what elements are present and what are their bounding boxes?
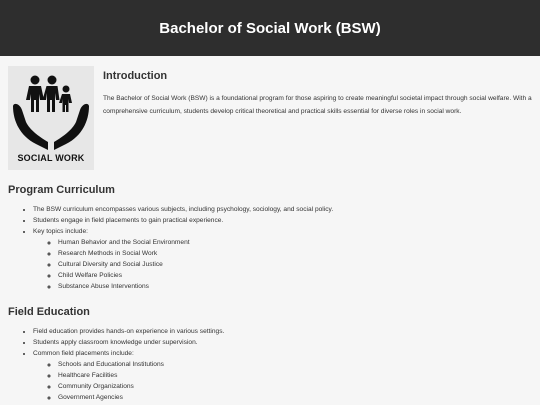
- intro-section: [0, 56, 540, 170]
- topics-list: [33, 237, 532, 292]
- list-item: [33, 226, 532, 292]
- page-header: [0, 0, 540, 56]
- intro-paragraph: The Bachelor of Social Work (BSW) is a foundational program for those aspiring to create meaningful societal impact through social welfare. With a comprehensive curriculum, students develop critical theoretical and practical skills essential for diverse roles in social work.: [103, 95, 532, 115]
- list-item: • The BSW curriculum encompasses various subjects, including psychology, sociology, and social policy.: [33, 204, 532, 215]
- list-item: [33, 348, 532, 403]
- placement-item: ◦ Schools and Educational Institutions: [58, 359, 532, 370]
- logo-text: SOCIAL WORK: [17, 153, 85, 163]
- list-item-label: Key topics include:: [33, 228, 88, 235]
- placements-list: [33, 359, 532, 403]
- field-heading: Field Education: [8, 306, 90, 318]
- social-work-logo: [8, 66, 94, 170]
- intro-heading: Introduction: [103, 70, 168, 82]
- field-section: [0, 306, 540, 403]
- placement-item: ◦ Healthcare Facilities: [58, 370, 532, 381]
- page-title: Bachelor of Social Work (BSW): [159, 19, 381, 37]
- curriculum-list: [8, 204, 532, 292]
- list-item: • Students engage in field placements to gain practical experience.: [33, 215, 532, 226]
- topic-item: ◦ Substance Abuse Interventions: [58, 281, 532, 292]
- topic-item: ◦ Child Welfare Policies: [58, 270, 532, 281]
- topic-item: ◦ Cultural Diversity and Social Justice: [58, 259, 532, 270]
- topic-item: ◦ Research Methods in Social Work: [58, 248, 532, 259]
- topic-item: ◦ Human Behavior and the Social Environment: [58, 237, 532, 248]
- list-item-label: Common field placements include:: [33, 350, 134, 357]
- intro-body: [103, 66, 532, 170]
- placement-item: ◦ Community Organizations: [58, 381, 532, 392]
- placement-item: ◦ Government Agencies: [58, 392, 532, 403]
- curriculum-section: [0, 184, 540, 292]
- list-item: • Students apply classroom knowledge under supervision.: [33, 337, 532, 348]
- curriculum-heading: Program Curriculum: [8, 184, 115, 196]
- list-item: • Field education provides hands-on experience in various settings.: [33, 326, 532, 337]
- field-list: [8, 326, 532, 403]
